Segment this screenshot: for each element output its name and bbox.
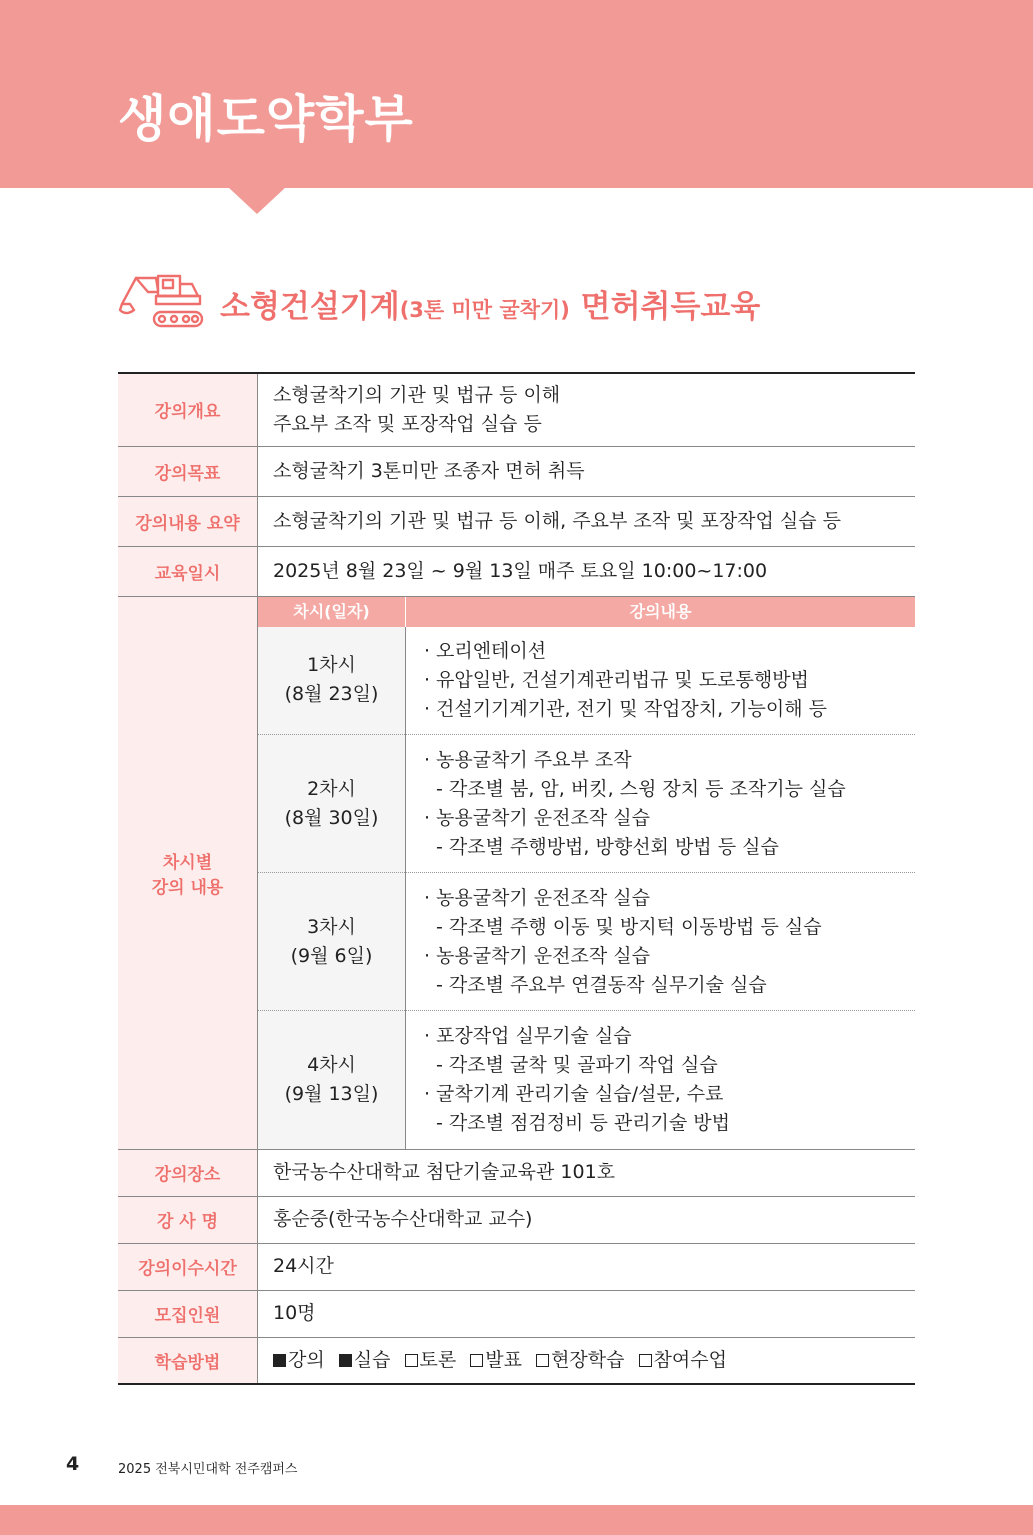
label-schedule: 교육일시 [118,546,258,596]
row-location [118,1149,915,1196]
method-label: 참여수업 [653,1348,727,1371]
content-bullet: · 농용굴착기 주요부 조작 [424,746,915,775]
course-title-main: 소형건설기계 [220,289,400,325]
session-label [258,735,406,873]
excavator-icon [118,270,206,330]
session-row [258,1011,915,1149]
label-method: 학습방법 [118,1337,258,1384]
row-overview [118,373,915,446]
session-number: 3차시 [307,915,356,938]
row-goal [118,446,915,496]
footer-band [0,1505,1033,1535]
method-lecture [273,1349,325,1371]
content-bullet: · 건설기기계기관, 전기 및 작업장치, 기능이해 등 [424,695,915,724]
label-capacity: 모집인원 [118,1290,258,1337]
session-date: (8월 30일) [284,806,379,829]
row-summary [118,496,915,546]
label-summary: 강의내용 요약 [118,496,258,546]
content-bullet: · 오리엔테이션 [424,637,915,666]
content-bullet: · 농용굴착기 운전조작 실습 [424,884,915,913]
session-content [406,1011,916,1149]
label-goal: 강의목표 [118,446,258,496]
value-goal: 소형굴착기 3톤미만 조종자 면허 취득 [258,446,916,496]
value-overview [258,373,916,446]
method-label: 강의 [288,1348,325,1371]
row-hours [118,1243,915,1290]
value-instructor: 홍순중(한국농수산대학교 교수) [258,1196,916,1243]
session-row [258,735,915,873]
value-method [258,1337,916,1384]
method-presentation [470,1349,522,1371]
content-bullet: · 굴착기계 관리기술 실습/설문, 수료 [424,1080,915,1109]
method-practice [339,1349,391,1371]
unchecked-box-icon [470,1354,483,1367]
sessions-header-content: 강의내용 [406,597,916,627]
course-title [220,290,760,324]
row-schedule [118,546,915,596]
session-label [258,1011,406,1149]
sessions-table [258,597,915,1149]
session-row [258,627,915,735]
content-dash: - 각조별 굴착 및 골파기 작업 실습 [436,1053,718,1076]
page-number: 4 [66,1453,80,1475]
label-hours: 강의이수시간 [118,1243,258,1290]
method-label: 현장학습 [551,1348,625,1371]
value-location: 한국농수산대학교 첨단기술교육관 101호 [258,1149,916,1196]
unchecked-box-icon [405,1354,418,1367]
row-sessions [118,596,915,1149]
session-content [406,873,916,1011]
sessions-cell [258,596,916,1149]
method-label: 토론 [419,1348,457,1371]
content-bullet: · 농용굴착기 운전조작 실습 [424,804,915,833]
session-content [406,735,916,873]
method-participation [639,1349,727,1371]
page-title: 생애도약학부 [118,90,414,148]
session-date: (8월 23일) [284,683,379,706]
unchecked-box-icon [639,1354,652,1367]
label-sessions-line: 강의 내용 [151,877,224,898]
content-bullet: · 유압일반, 건설기계관리법규 및 도로통행방법 [424,666,915,695]
method-discussion [405,1349,457,1371]
session-number: 4차시 [307,1053,356,1076]
overview-line: 주요부 조작 및 포장작업 실습 등 [273,412,542,435]
value-capacity: 10명 [258,1290,916,1337]
footer-text: 2025 전북시민대학 전주캠퍼스 [118,1462,298,1477]
session-content [406,627,916,735]
label-sessions-line: 차시별 [162,852,213,873]
sessions-header-session: 차시(일자) [258,597,406,627]
course-title-sub: (3톤 미만 굴착기) [399,298,570,322]
course-info-table [118,372,915,1385]
unchecked-box-icon [536,1354,549,1367]
content-bullet: · 포장작업 실무기술 실습 [424,1022,915,1051]
label-instructor: 강 사 명 [118,1196,258,1243]
label-location: 강의장소 [118,1149,258,1196]
session-date: (9월 13일) [284,1082,379,1105]
row-method [118,1337,915,1384]
session-label [258,873,406,1011]
value-schedule: 2025년 8월 23일 ~ 9월 13일 매주 토요일 10:00~17:00 [258,546,916,596]
header-pointer [228,187,286,214]
session-number: 2차시 [307,777,356,800]
content-dash: - 각조별 붐, 암, 버킷, 스윙 장치 등 조작기능 실습 [436,777,846,800]
method-label: 발표 [485,1348,523,1371]
course-title-end: 면허취득교육 [569,289,761,325]
row-capacity [118,1290,915,1337]
session-number: 1차시 [307,654,356,677]
method-label: 실습 [353,1348,391,1371]
session-label [258,627,406,735]
value-summary: 소형굴착기의 기관 및 법규 등 이해, 주요부 조작 및 포장작업 실습 등 [258,496,916,546]
row-instructor [118,1196,915,1243]
checked-box-icon [273,1354,286,1367]
value-hours: 24시간 [258,1243,916,1290]
session-date: (9월 6일) [290,944,373,967]
overview-line: 소형굴착기의 기관 및 법규 등 이해 [273,383,561,406]
content-dash: - 각조별 주행방법, 방향선회 방법 등 실습 [436,835,779,858]
session-row [258,873,915,1011]
content-dash: - 각조별 점검정비 등 관리기술 방법 [436,1111,731,1134]
content-bullet: · 농용굴착기 운전조작 실습 [424,942,915,971]
label-overview: 강의개요 [118,373,258,446]
content-dash: - 각조별 주요부 연결동작 실무기술 실습 [436,973,767,996]
label-sessions [118,596,258,1149]
method-field [536,1349,624,1371]
checked-box-icon [339,1354,352,1367]
content-dash: - 각조별 주행 이동 및 방지턱 이동방법 등 실습 [436,915,822,938]
